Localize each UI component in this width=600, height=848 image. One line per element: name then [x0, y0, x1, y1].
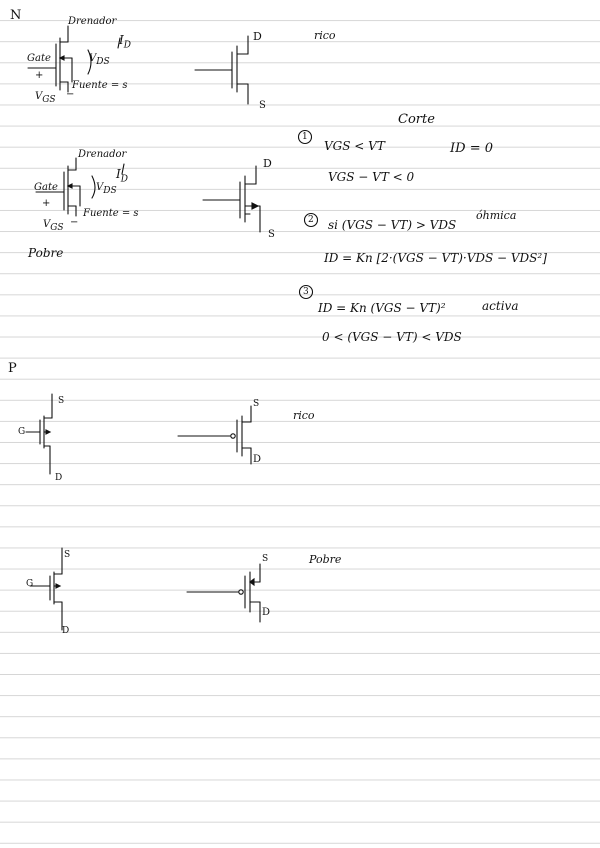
n-pobre-drain-label: Drenador: [78, 149, 127, 160]
n-pobre-fuente-label: Fuente = s: [83, 208, 139, 219]
p-rico-d-label: D: [55, 473, 63, 483]
p-pobre-circuit: [26, 546, 86, 636]
p-pobre-g-label: G: [26, 579, 34, 589]
n-pobre-symbol-d: D: [263, 157, 272, 170]
n-pobre-type-label: Pobre: [28, 246, 64, 260]
p-pobre-type-label: Pobre: [309, 553, 342, 566]
num3: 3: [303, 287, 309, 297]
num2: 2: [308, 215, 314, 225]
n-rico-minus-label: −: [66, 89, 75, 100]
n-pobre-plus-label: +: [42, 198, 51, 209]
n-rico-vgs-label: $V_{GS}$: [35, 91, 56, 105]
num1: 1: [302, 132, 308, 142]
n-rico-symbol-d: D: [253, 30, 262, 43]
p-rico-g-label: G: [18, 427, 26, 437]
section-n-label: N: [10, 8, 22, 23]
ohmica-formula: ID = Kn [2·(VGS − VT)·VDS − VDS²]: [324, 251, 547, 265]
p-rico-s-label: S: [58, 396, 65, 406]
p-rico-circuit: [20, 392, 80, 482]
corte-cond: VGS < VT: [324, 139, 385, 153]
p-pobre-symbol-d: D: [262, 607, 271, 618]
p-pobre-s-label: S: [64, 550, 71, 560]
n-rico-gate-label: Gate: [27, 53, 51, 64]
ohmica-title: óhmica: [476, 209, 517, 222]
p-pobre-d-label: D: [62, 626, 70, 636]
n-rico-id-label: $I_D$: [119, 33, 131, 51]
p-pobre-symbol: [184, 558, 271, 628]
n-rico-plus-label: +: [35, 70, 44, 81]
n-pobre-symbol: [200, 157, 280, 240]
n-pobre-vds-label: $V_{DS}$: [96, 182, 117, 196]
n-rico-vds-label: $V_{DS}$: [89, 53, 110, 67]
corte-cond2: VGS − VT < 0: [328, 170, 415, 184]
p-rico-type-label: rico: [293, 409, 315, 422]
p-rico-symbol-d: D: [253, 454, 262, 465]
n-pobre-id-label: $I_D$: [116, 167, 128, 185]
ohmica-cond: si (VGS − VT) > VDS: [328, 218, 457, 232]
n-rico-type-label: rico: [314, 29, 336, 42]
activa-cond: 0 < (VGS − VT) < VDS: [322, 330, 462, 344]
n-pobre-symbol-s: S: [268, 229, 275, 240]
p-rico-symbol-s: S: [253, 399, 260, 409]
n-pobre-minus-label: −: [70, 217, 79, 228]
n-pobre-gate-label: Gate: [34, 182, 58, 193]
n-pobre-vgs-label: $V_{GS}$: [43, 219, 64, 233]
corte-id: ID = 0: [450, 141, 493, 156]
activa-formula: ID = Kn (VGS − VT)²: [318, 301, 446, 315]
corte-title: Corte: [398, 112, 435, 127]
p-rico-symbol: [175, 400, 255, 470]
section-p-label: P: [8, 361, 17, 376]
p-pobre-symbol-s: S: [262, 554, 269, 564]
n-rico-symbol-s: S: [259, 100, 266, 111]
n-rico-fuente-label: Fuente = s: [72, 80, 128, 91]
n-rico-drain-label: Drenador: [68, 16, 117, 27]
activa-title: activa: [482, 299, 519, 313]
